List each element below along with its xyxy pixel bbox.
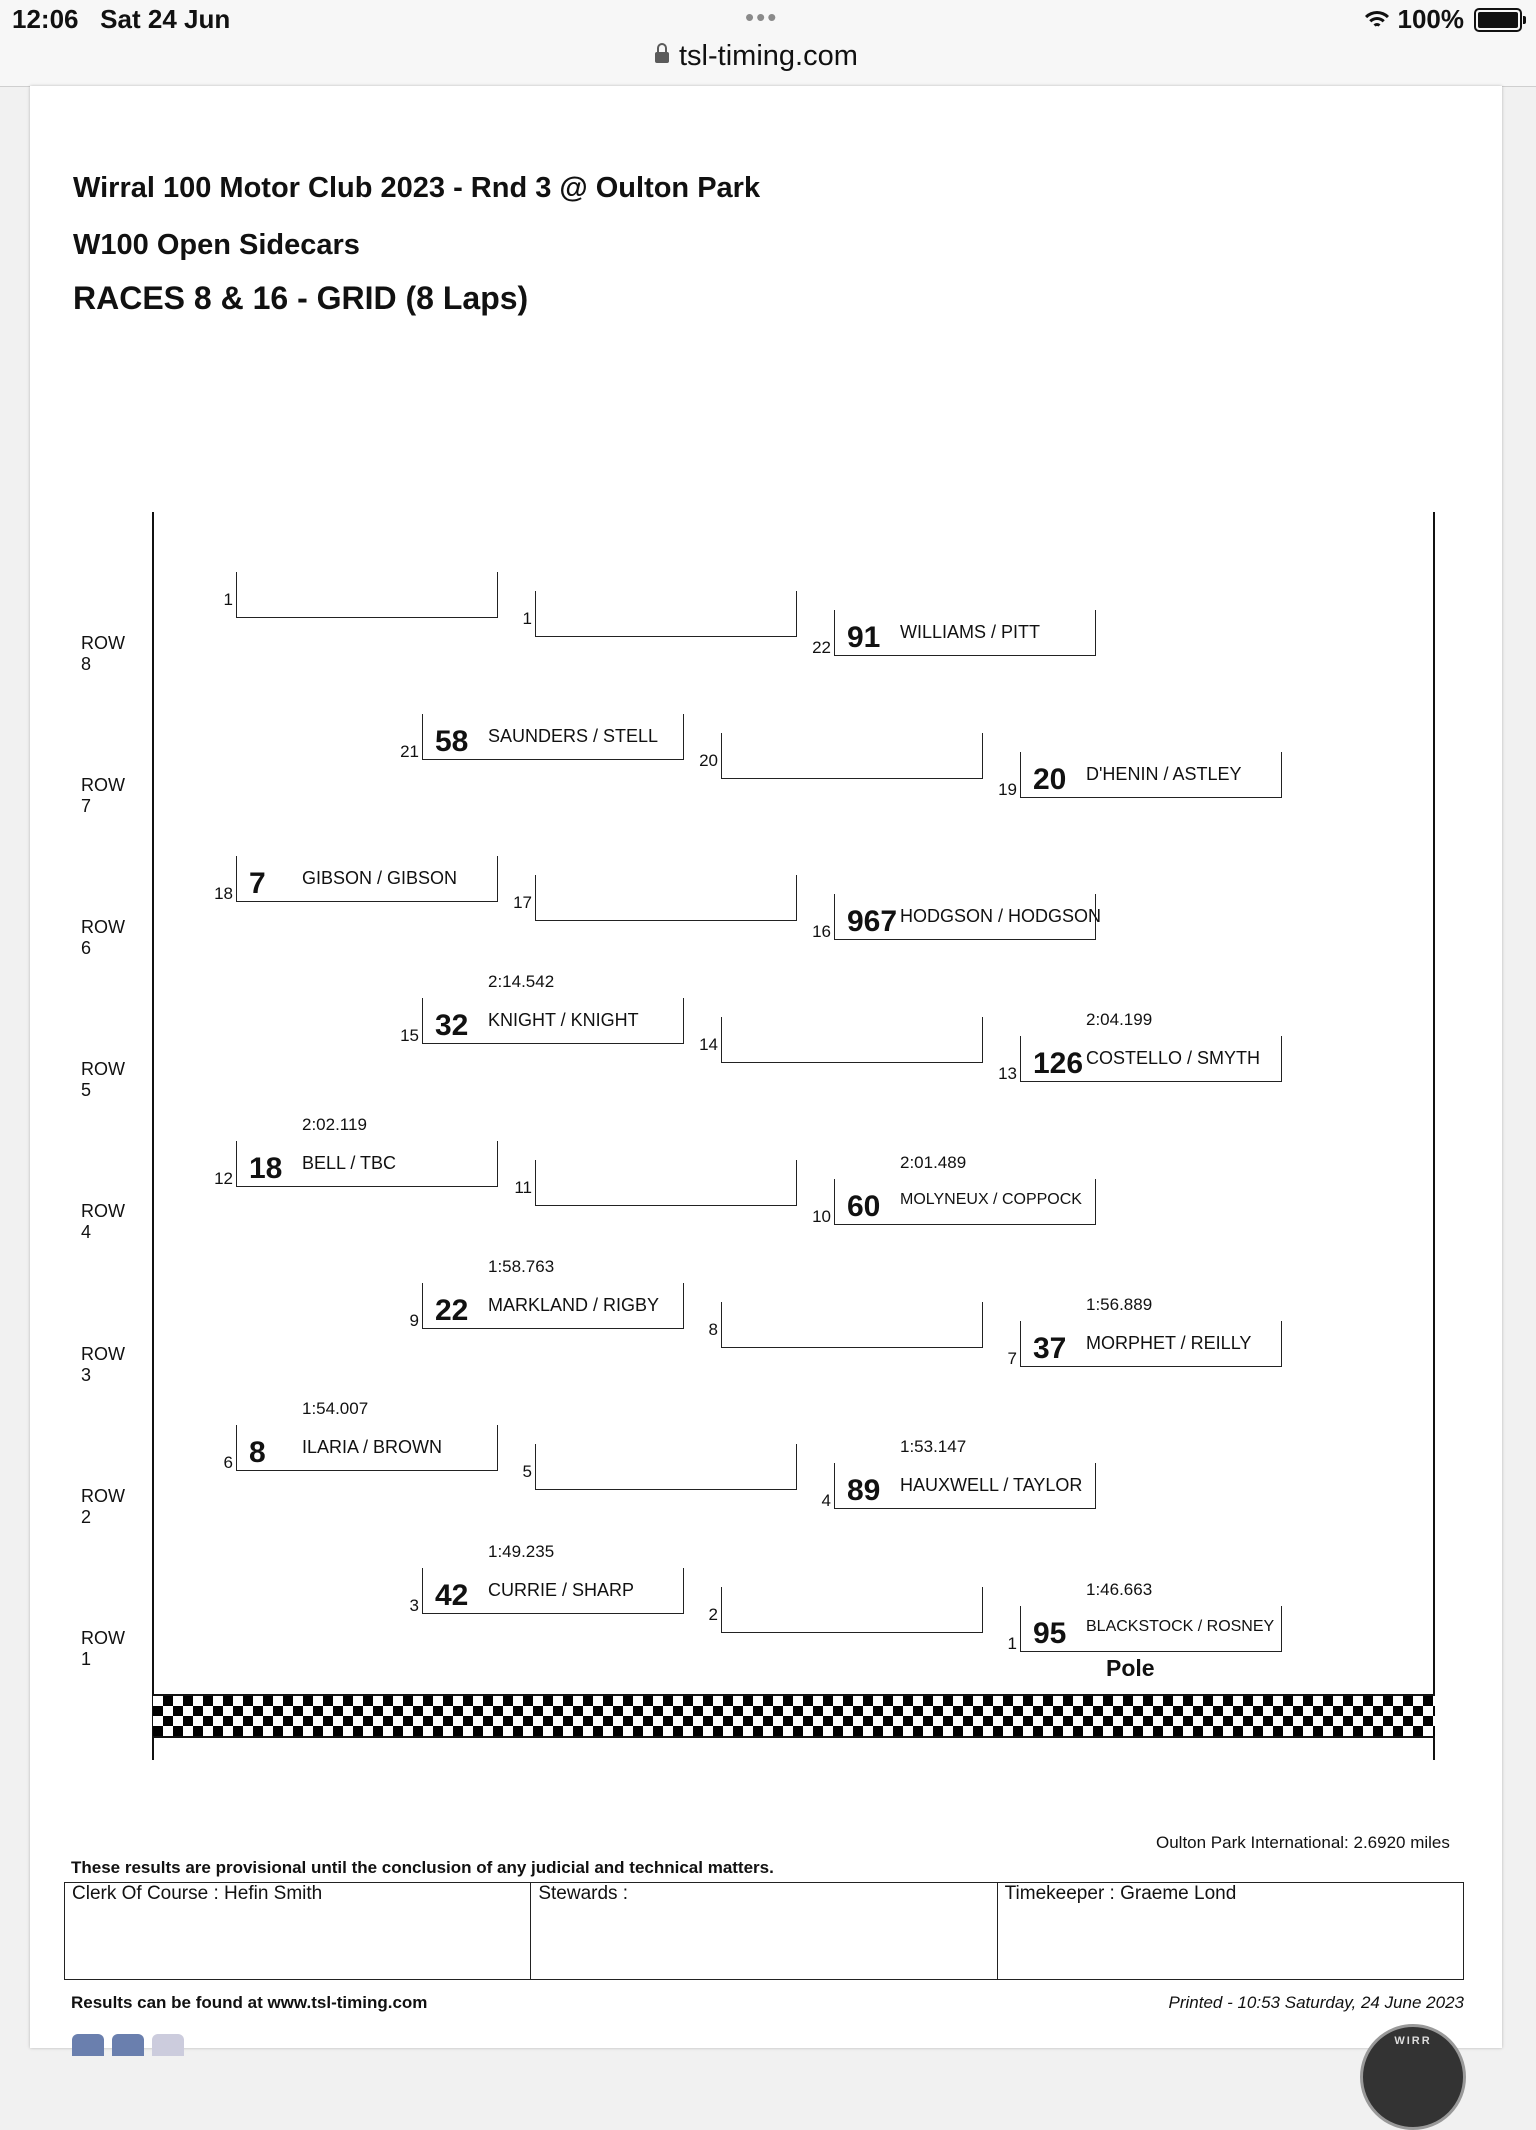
grid-slot — [236, 856, 498, 902]
wifi-icon — [1362, 9, 1392, 31]
driver-names: CURRIE / SHARP — [488, 1580, 635, 1600]
grid-slot — [721, 1587, 983, 1633]
grid-position: 16 — [812, 922, 831, 941]
grid-slot — [535, 1444, 797, 1490]
grid-slot — [422, 1283, 684, 1329]
car-number: 37 — [1033, 1332, 1067, 1365]
driver-names: HAUXWELL / TAYLOR — [900, 1475, 1083, 1495]
row-label: ROW 1 — [81, 1628, 125, 1669]
grid-position: 13 — [998, 1064, 1017, 1083]
officials-table — [64, 1882, 1464, 1980]
grid-slot — [834, 1179, 1096, 1225]
driver-names: MORPHET / REILLY — [1086, 1333, 1252, 1353]
club-logo: WIRR — [1360, 2024, 1466, 2130]
row-label: ROW 2 — [81, 1486, 125, 1527]
toolbar-icons — [72, 2034, 184, 2056]
grid-position: 1 — [522, 609, 532, 628]
driver-names: ILARIA / BROWN — [302, 1437, 443, 1457]
car-number: 18 — [249, 1152, 283, 1185]
status-time: 12:06 Sat 24 Jun — [12, 4, 231, 34]
driver-names: BELL / TBC — [302, 1153, 397, 1173]
lap-time: 1:58.763 — [488, 1257, 555, 1276]
driver-names: GIBSON / GIBSON — [302, 868, 458, 888]
grid-slot — [422, 1568, 684, 1614]
row-label: ROW 8 — [81, 633, 125, 674]
grid-position: 6 — [223, 1453, 233, 1472]
grid-slot — [1020, 1036, 1282, 1082]
grid-position: 9 — [409, 1311, 419, 1330]
grid-position: 20 — [699, 751, 718, 770]
grid-position: 7 — [1007, 1349, 1017, 1368]
grid-slot — [834, 610, 1096, 656]
stewards: Stewards : — [531, 1883, 997, 1979]
event-title: Wirral 100 Motor Club 2023 - Rnd 3 @ Oulton Park — [73, 172, 761, 204]
grid-slot — [834, 1463, 1096, 1509]
car-number: 89 — [847, 1474, 881, 1507]
grid-slot — [721, 1302, 983, 1348]
car-number: 91 — [847, 621, 881, 654]
lap-time: 1:54.007 — [302, 1399, 369, 1418]
driver-names: BLACKSTOCK / ROSNEY — [1086, 1618, 1275, 1635]
grid-slot — [535, 591, 797, 637]
grid-slot — [834, 894, 1102, 940]
lap-time: 2:01.489 — [900, 1153, 967, 1172]
grid-slot — [422, 714, 684, 760]
app-icon[interactable] — [72, 2034, 104, 2056]
lap-time: 1:46.663 — [1086, 1580, 1153, 1599]
grid-slot — [236, 1425, 498, 1471]
lap-time: 2:14.542 — [488, 972, 555, 991]
grid-slot — [422, 998, 684, 1044]
car-number: 8 — [249, 1436, 266, 1469]
battery-percent: 100% — [1397, 4, 1464, 34]
car-number: 58 — [435, 725, 469, 758]
grid-position: 21 — [400, 742, 419, 761]
clerk-of-course: Clerk Of Course : Hefin Smith — [65, 1883, 531, 1979]
grid-position: 11 — [514, 1178, 532, 1197]
session-title: RACES 8 & 16 - GRID (8 Laps) — [73, 280, 529, 316]
driver-names: SAUNDERS / STELL — [488, 726, 659, 746]
grid-position: 19 — [998, 780, 1017, 799]
grid-slot — [535, 875, 797, 921]
lap-time: 2:04.199 — [1086, 1010, 1153, 1029]
grid-position: 3 — [409, 1596, 419, 1615]
grid-position: 18 — [214, 884, 233, 903]
car-number: 42 — [435, 1579, 469, 1612]
grid-position: 8 — [708, 1320, 718, 1339]
timekeeper: Timekeeper : Graeme Lond — [1004, 1883, 1237, 1904]
driver-names: WILLIAMS / PITT — [900, 622, 1041, 642]
lock-icon — [655, 52, 669, 63]
grid-slot — [236, 572, 498, 618]
driver-names: COSTELLO / SMYTH — [1086, 1048, 1261, 1068]
driver-names: MARKLAND / RIGBY — [488, 1295, 660, 1315]
grid-slot — [721, 1017, 983, 1063]
car-number: 22 — [435, 1294, 469, 1327]
car-number: 32 — [435, 1009, 469, 1042]
car-number: 20 — [1033, 763, 1067, 796]
grid-left-border — [152, 512, 154, 1760]
grid-position: 15 — [400, 1026, 419, 1045]
grid-position: 10 — [812, 1207, 831, 1226]
lap-time: 1:49.235 — [488, 1542, 555, 1561]
row-label: ROW 6 — [81, 917, 125, 958]
circuit-length: Oulton Park International: 2.6920 miles — [1156, 1833, 1450, 1852]
car-number: 7 — [249, 867, 266, 900]
address-bar[interactable]: tsl-timing.com — [655, 40, 858, 73]
app-icon[interactable] — [152, 2034, 184, 2056]
more-dots-icon[interactable]: ••• — [745, 2, 779, 32]
grid-slot — [236, 1141, 498, 1187]
row-label: ROW 5 — [81, 1059, 125, 1100]
row-label: ROW 4 — [81, 1201, 125, 1242]
status-bar — [0, 0, 1536, 87]
grid-position: 1 — [223, 590, 233, 609]
grid-position: 14 — [699, 1035, 718, 1054]
grid-position: 12 — [214, 1169, 233, 1188]
grid-position: 5 — [522, 1462, 532, 1481]
grid-slot — [1020, 1321, 1282, 1367]
battery-icon — [1474, 8, 1522, 32]
driver-names: D'HENIN / ASTLEY — [1086, 764, 1242, 784]
start-finish-line — [153, 1694, 1435, 1738]
driver-names: KNIGHT / KNIGHT — [488, 1010, 639, 1030]
status-right — [1362, 4, 1523, 35]
grid-right-border — [1433, 512, 1435, 1760]
grid-slot — [535, 1160, 797, 1206]
grid-position: 17 — [513, 893, 532, 912]
provisional-notice: These results are provisional until the conclusion of any judicial and technical matters. — [71, 1858, 774, 1877]
results-link-text: Results can be found at www.tsl-timing.com — [71, 1993, 428, 2012]
row-label: ROW 3 — [81, 1344, 125, 1385]
car-number: 126 — [1033, 1047, 1084, 1080]
driver-names: MOLYNEUX / COPPOCK — [900, 1191, 1082, 1208]
row-label: ROW 7 — [81, 775, 125, 816]
app-icon[interactable] — [112, 2034, 144, 2056]
lap-time: 1:56.889 — [1086, 1295, 1153, 1314]
grid-position: 1 — [1007, 1634, 1017, 1653]
driver-names: HODGSON / HODGSON — [900, 906, 1102, 926]
class-title: W100 Open Sidecars — [73, 229, 360, 261]
grid-slot — [721, 733, 983, 779]
grid-position: 2 — [708, 1605, 718, 1624]
printed-timestamp: Printed - 10:53 Saturday, 24 June 2023 — [1168, 1993, 1464, 2012]
grid-position: 4 — [821, 1491, 831, 1510]
lap-time: 1:53.147 — [900, 1437, 967, 1456]
grid-slot — [1020, 1606, 1282, 1652]
car-number: 95 — [1033, 1617, 1067, 1650]
lap-time: 2:02.119 — [302, 1115, 367, 1134]
pole-label: Pole — [1106, 1655, 1155, 1681]
car-number: 60 — [847, 1190, 881, 1223]
grid-slot — [1020, 752, 1282, 798]
grid-position: 22 — [812, 638, 831, 657]
car-number: 967 — [847, 905, 898, 938]
